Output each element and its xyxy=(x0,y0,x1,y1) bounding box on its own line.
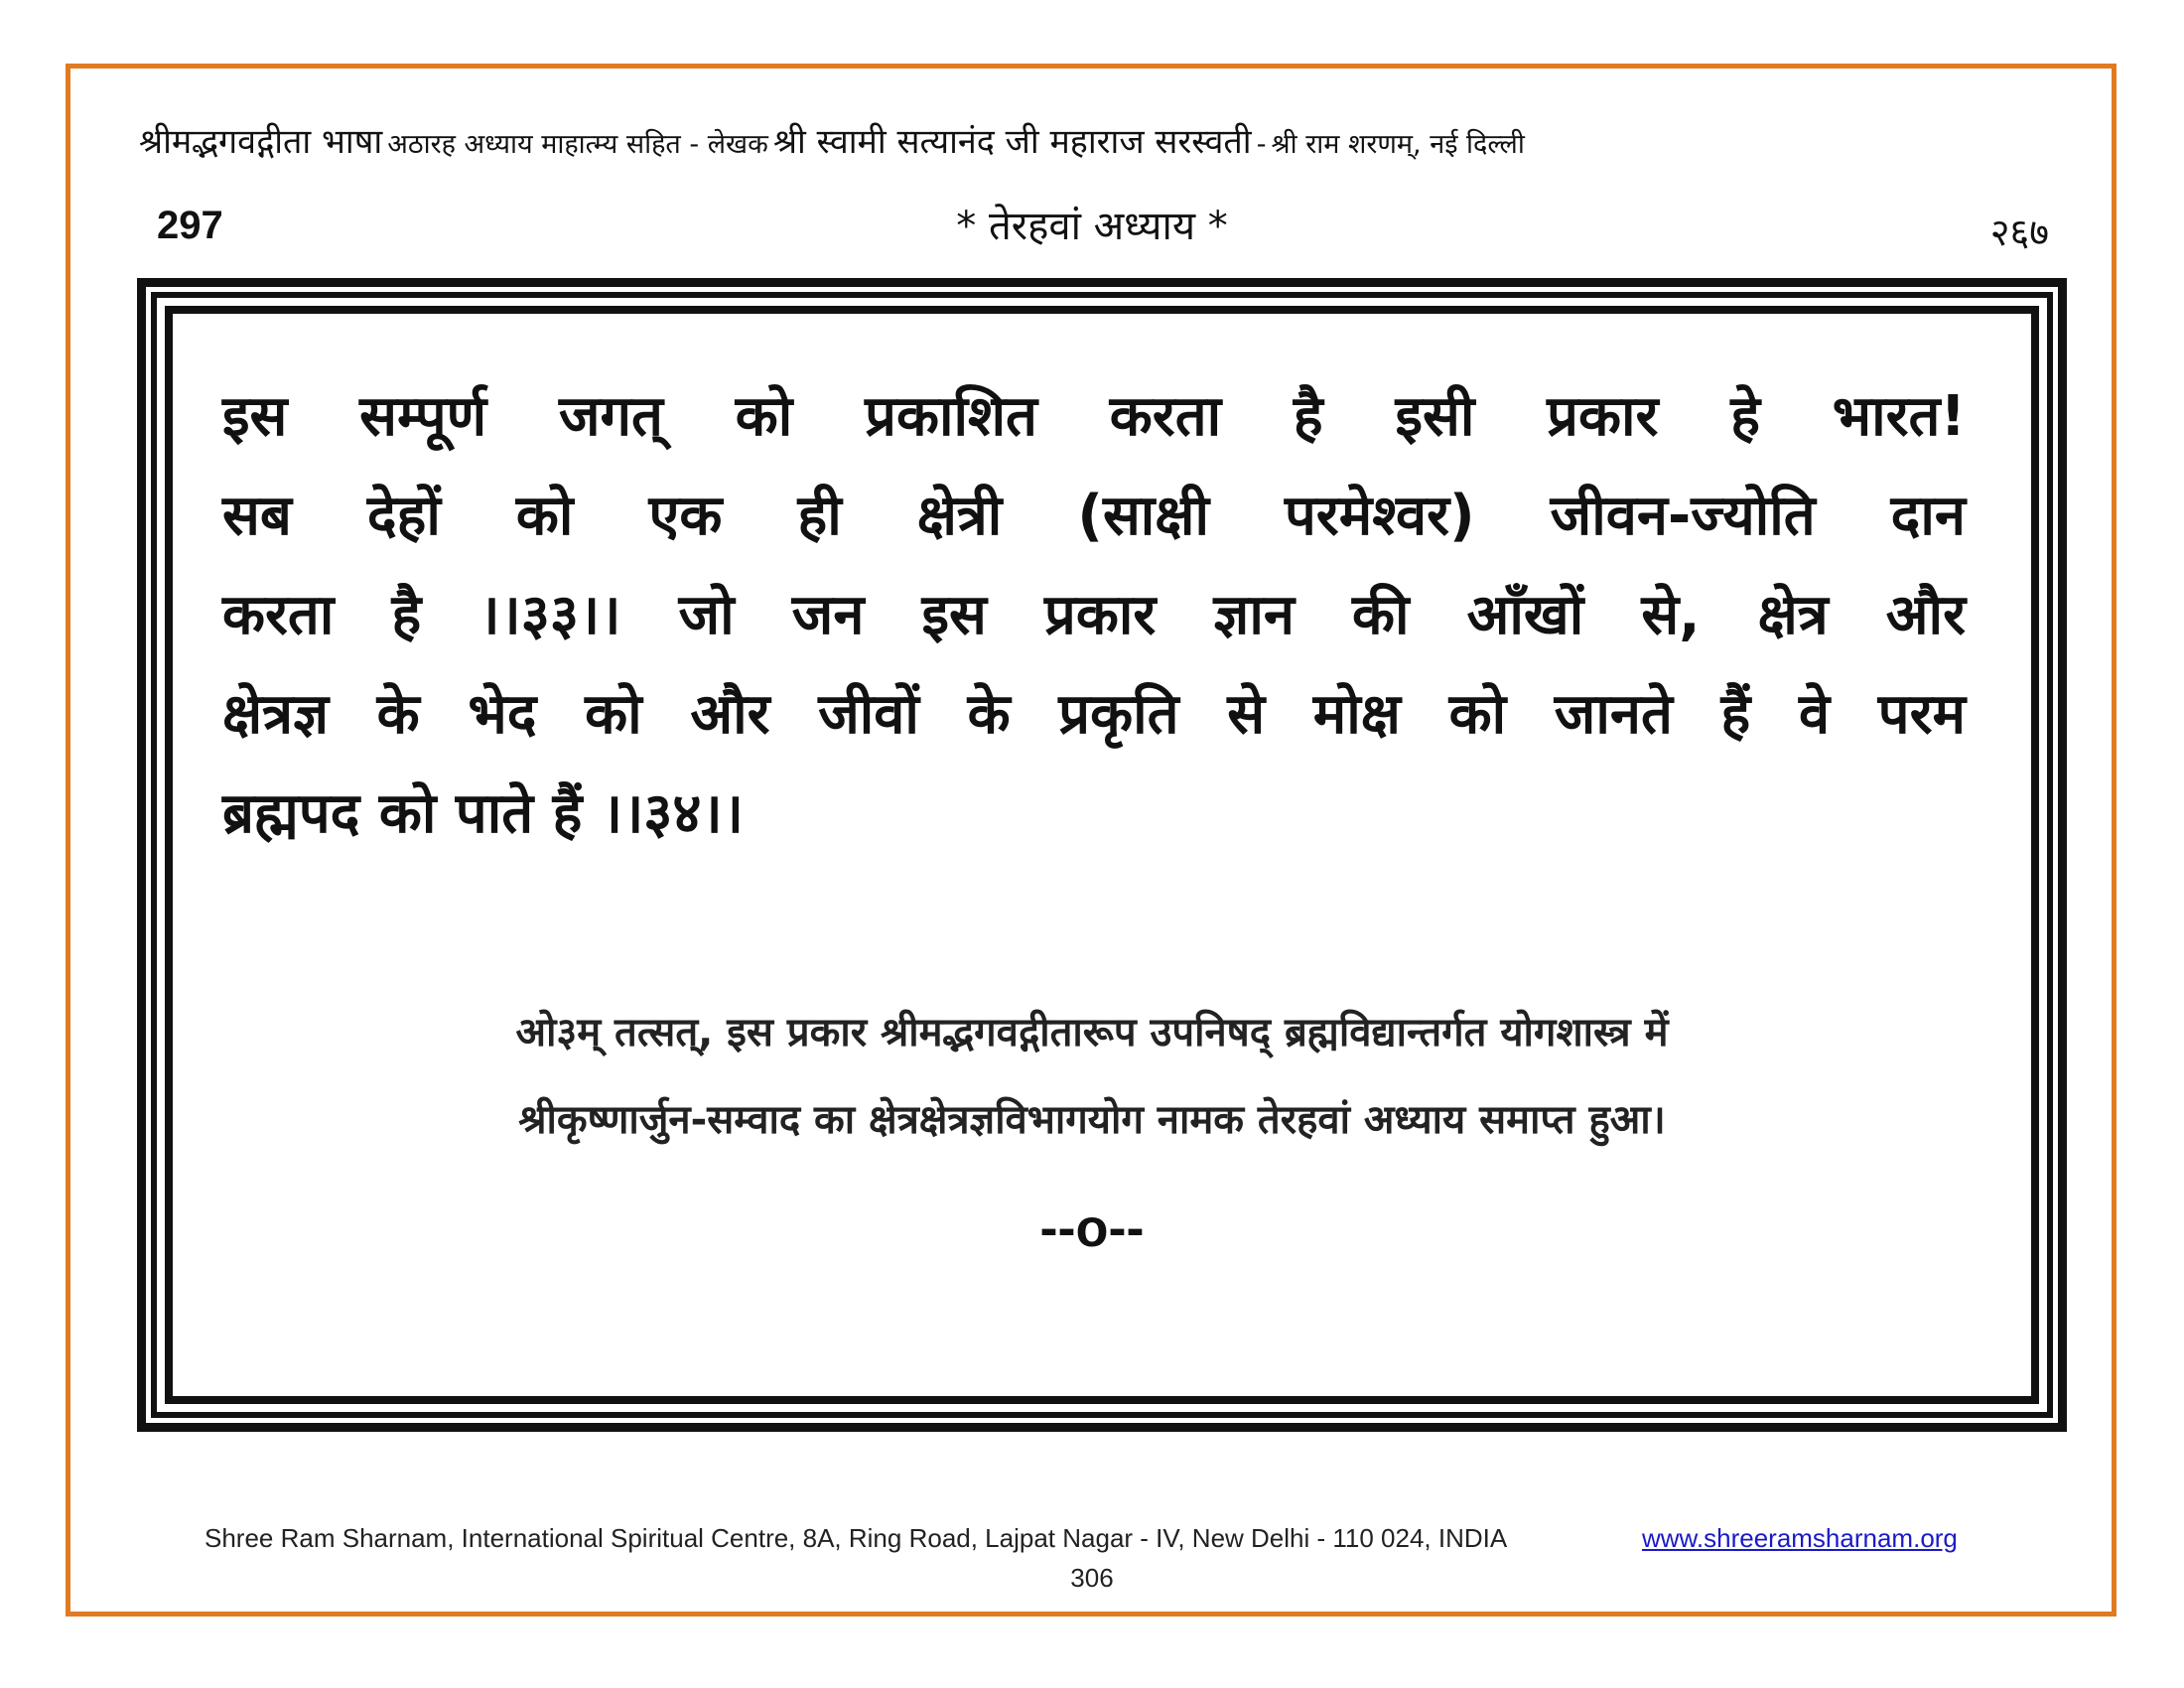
page-number-right: २६७ xyxy=(1989,211,2049,254)
verse-line: सब देहों को एक ही क्षेत्री (साक्षी परमेश्वर) जीवन-ज्योति दान xyxy=(222,484,1966,548)
book-subtitle: अठारह अध्याय माहात्म्य सहित - लेखक xyxy=(387,129,768,160)
colophon-line: ओ३म् तत्सत्, इस प्रकार श्रीमद्भगवद्गीतारूप उपनिषद् ब्रह्मविद्यान्तर्गत योगशास्त्र में xyxy=(515,1010,1669,1055)
publisher-name: श्री राम शरणम्, नई दिल्ली xyxy=(1271,129,1525,160)
running-header xyxy=(139,117,2065,163)
chapter-colophon xyxy=(238,989,1946,1164)
verse-line: करता है ।।३३।। जो जन इस प्रकार ज्ञान की आँखों से, क्षेत्र और xyxy=(222,583,1966,647)
book-title: श्रीमद्भगवद्गीता भाषा xyxy=(139,122,383,162)
footer-address: Shree Ram Sharnam, International Spiritual Centre, 8A, Ring Road, Lajpat Nagar - IV, New Delhi - 110 024, INDIA xyxy=(205,1523,1508,1553)
verse-line: क्षेत्रज्ञ के भेद को और जीवों के प्रकृति से मोक्ष को जानते हैं वे परम xyxy=(222,682,1966,747)
website-link[interactable]: www.shreeramsharnam.org xyxy=(1642,1523,1958,1553)
header-separator: - xyxy=(1256,129,1267,160)
colophon-line: श्रीकृष्णार्जुन-सम्वाद का क्षेत्रक्षेत्रज्ञविभागयोग नामक तेरहवां अध्याय समाप्त हुआ। xyxy=(518,1097,1666,1143)
page-number-left: 297 xyxy=(157,204,223,247)
chapter-title: * तेरहवां अध्याय * xyxy=(956,204,1228,249)
verse-line: ब्रह्मपद को पाते हैं ।।३४।। xyxy=(222,781,744,846)
verse-text xyxy=(222,367,1966,864)
verse-line: इस सम्पूर्ण जगत् को प्रकाशित करता है इसी प्रकार हे भारत! xyxy=(222,384,1966,449)
author-name: श्री स्वामी सत्यानंद जी महाराज सरस्वती xyxy=(772,122,1252,162)
footer-page-number: 306 xyxy=(1070,1563,1114,1593)
end-mark: --o-- xyxy=(1039,1198,1145,1258)
